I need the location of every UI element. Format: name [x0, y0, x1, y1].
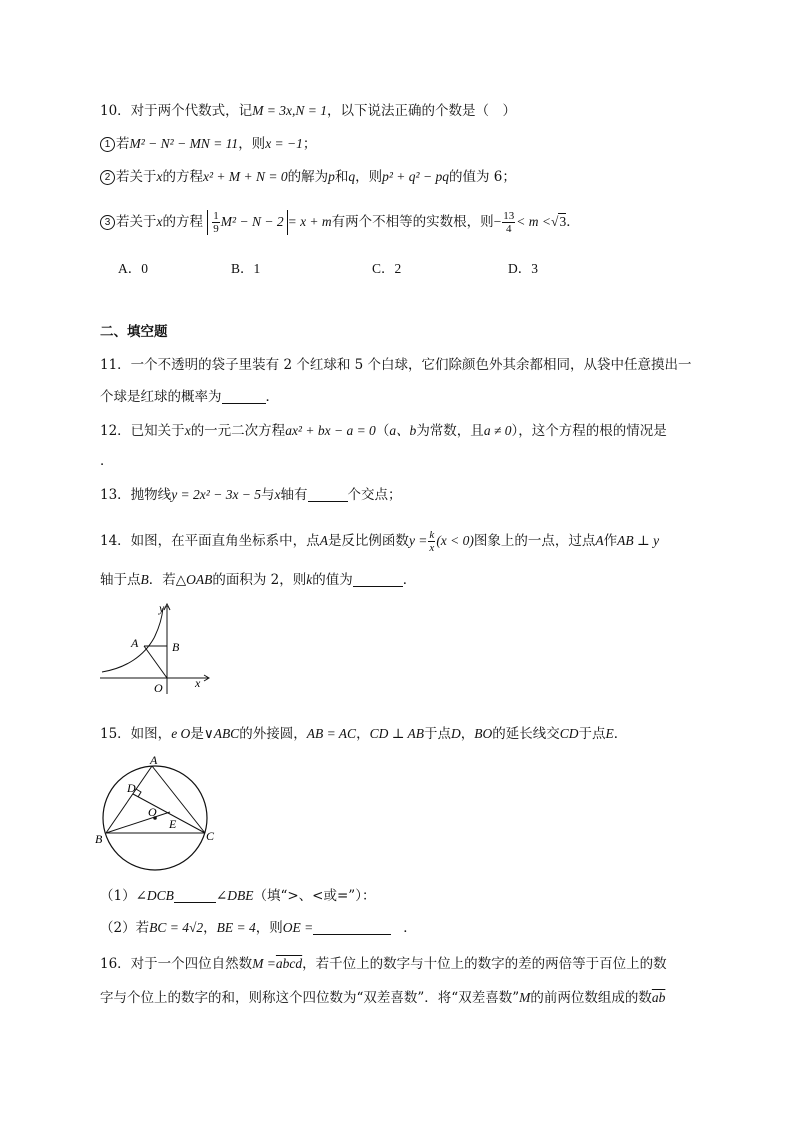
q11-line-1: 11．一个不透明的袋子里装有 2 个红球和 5 个白球，它们除颜色外其余都相同，从袋中任意摸出一 — [100, 357, 692, 373]
q15-figure — [92, 752, 222, 874]
q15-part-2: （2）若BC = 4√2，BE = 4，则OE = ． — [100, 920, 417, 936]
q16-line-2: 字与个位上的数字的和，则称这个四位数为“双差喜数”．将“双差喜数”M的前两位数组成的数$\overline{ab}$ — [100, 990, 666, 1006]
q14-line-2: 轴于点B．若△OAB的面积为 2，则k的值为 ． — [100, 572, 417, 588]
label-c: C — [206, 829, 215, 843]
option-c: C．2 — [372, 261, 402, 276]
segment-be — [106, 812, 170, 833]
answer-blank — [174, 888, 216, 903]
circled-number-1: 1 — [100, 137, 115, 152]
answer-blank — [353, 572, 403, 587]
answer-blank — [313, 920, 391, 935]
side-ab — [106, 766, 152, 833]
q10-stem: 10．对于两个代数式，记M = 3x,N = 1，以下说法正确的个数是（ ） — [100, 103, 517, 119]
section-heading: 二、填空题 — [100, 324, 168, 340]
q12-line: 12．已知关于x的一元二次方程ax² + bx − a = 0（a、b为常数，且a ≠ 0），这个方程的根的情况是 — [100, 423, 667, 439]
q15-line: 15．如图，e O是∨ABC的外接圆，AB = AC，CD ⊥ AB于点D，BO的延长线交CD于点E． — [100, 726, 628, 742]
segment-ao — [144, 646, 167, 678]
label-b: B — [172, 640, 180, 654]
side-ac — [152, 766, 205, 833]
label-a: A — [131, 636, 139, 650]
answer-blank — [308, 487, 348, 502]
option-b: B．1 — [231, 261, 261, 276]
q16-line-1: 16．对于一个四位自然数M =abcd，若千位上的数字与十位上的数字的差的两倍等于百位上的数 — [100, 956, 667, 972]
q12-tail: ． — [100, 453, 114, 469]
q15-part-1: （1）∠DCB ∠DBE（填“>、<或=”）： — [100, 888, 376, 904]
label-a: A — [150, 753, 158, 767]
label-y: y — [159, 601, 165, 615]
q14-line-1: 14．如图，在平面直角坐标系中，点A是反比例函数y = $\frac{k}{x}$ (x < 0)图象上的一点，过点A作AB ⊥ y — [100, 529, 660, 554]
q11-line-2: 个球是红球的概率为 ． — [100, 389, 279, 405]
label-o: O — [154, 681, 163, 695]
label-o: O — [148, 805, 157, 819]
absolute-value-expression: $\frac{1}{9}$ M² − N − 2 — [207, 210, 287, 235]
q10-statement-2: 2 若关于x的方程x² + M + N = 0的解为p和q，则p² + q² − pq的值为 6； — [100, 167, 516, 187]
circled-number-3: 3 — [100, 215, 115, 230]
label-x: x — [195, 676, 201, 690]
answer-blank — [222, 389, 266, 404]
option-d: D．3 — [508, 261, 538, 276]
q10-statement-1: 1 若M² − N² − MN = 11，则x = −1； — [100, 134, 316, 154]
q10-statement-3: 3 若关于x的方程 $\frac{1}{9}$ M² − N − 2 = x + m有两个不相等的实数根，则− $\frac{13}{4}$ < m <√3． — [100, 210, 580, 235]
label-b: B — [95, 832, 103, 846]
option-a: A．0 — [118, 261, 148, 276]
label-d: D — [127, 781, 136, 795]
circled-number-2: 2 — [100, 170, 115, 185]
q13-line: 13．抛物线y = 2x² − 3x − 5与x轴有 个交点； — [100, 487, 402, 503]
label-e: E — [169, 817, 177, 831]
q14-figure — [96, 600, 216, 696]
